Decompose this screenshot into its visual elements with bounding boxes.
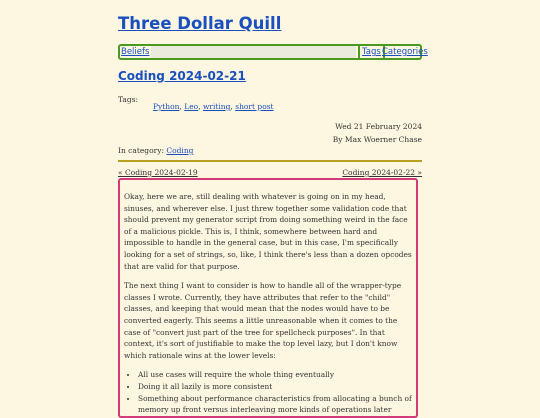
tag-link-leo[interactable]: Leo [184,102,199,111]
tags-label: Tags: [118,95,139,104]
list-item: • Doing it all lazily is more consistent [138,381,412,393]
tag-link-short-post[interactable]: short post [235,102,274,111]
tag-separator: , [179,102,185,111]
search-input[interactable] [151,46,356,58]
list-item: • Something about performance characteristics from allocating a bunch of memory up front versus interleaving more kinds of operations later [138,393,412,416]
category-link[interactable]: Coding [166,146,194,155]
post-byline: By Max Woerner Chase [332,135,422,144]
site-title-link[interactable]: Three Dollar Quill [118,14,282,33]
divider [118,160,422,162]
category-label: In category: [118,146,167,155]
list-item: • All use cases will require the whole thing eventually [138,369,412,381]
next-post-link[interactable]: Coding 2024-02-22 » [342,168,422,177]
tag-link-writing[interactable]: writing [202,102,231,111]
bullet-list [124,369,412,415]
tag-separator: , [230,102,236,111]
nav-beliefs-link[interactable]: Beliefs [121,46,153,58]
nav-categories-link[interactable]: Categories [382,47,428,57]
tags-list [153,102,274,111]
nav-tags-link[interactable]: Tags [358,46,385,58]
tag-link-python[interactable]: Python [153,102,180,111]
nav-bar [118,44,428,60]
prev-post-link[interactable]: « Coding 2024-02-19 [118,168,198,177]
post-content [118,178,418,418]
post-date: Wed 21 February 2024 [335,122,422,131]
post-category [118,146,193,155]
paragraph: The next thing I want to consider is how to handle all of the wrapper-type classes I wrote. Currently, they have attributes that refer to the "child" classes, and keeping that would mean that the nodes would have to be converted eagerly. This seems a little unreasonable when it comes to the case of "convert just part of the tree for spellcheck purposes". In that context, it's sort of justifiable to make the top level lazy, but I don't know which rationale wins at the lower levels: [124,281,402,360]
post-title-link[interactable]: Coding 2024-02-21 [118,69,246,83]
paragraph: Okay, here we are, still dealing with whatever is going on in my head, sinuses, and wherever else. I just threw together some validation code that should prevent my generator script from doing something weird in the face of a malicious pickle. This is, I think, somewhere between hard and impossible to handle in the general case, but in this case, I'm specifically looking for a set of strings, so, like, I think there's less than a dozen opcodes that are valid for that purpose. [124,192,412,271]
tag-separator: , [198,102,203,111]
